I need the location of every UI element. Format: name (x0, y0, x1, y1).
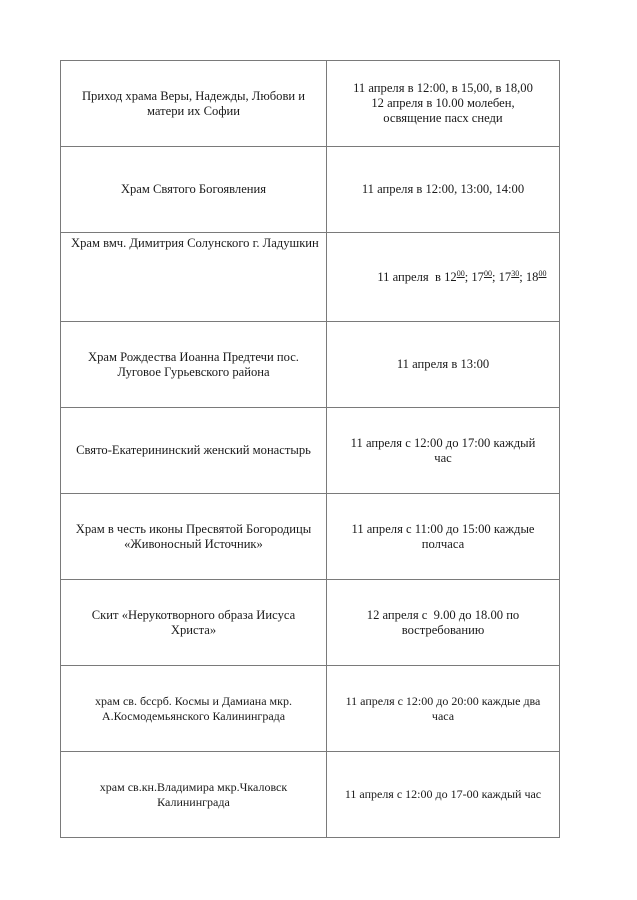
church-name-line: Приход храма Веры, Надежды, Любови и (81, 88, 306, 103)
schedule-line: 11 апреля с 11:00 до 15:00 каждые (351, 521, 535, 536)
table-row (61, 233, 560, 322)
time-minutes: 30 (511, 268, 520, 278)
easter-blessing-schedule-table (60, 60, 560, 838)
time-hour: 12 (444, 269, 457, 284)
church-name-cell (61, 147, 327, 233)
schedule-line: освящение пасх снеди (383, 111, 503, 125)
time-separator: ; (491, 269, 499, 284)
time-hour: 17 (471, 269, 484, 284)
schedule-cell (327, 233, 560, 322)
schedule-line (340, 270, 547, 299)
church-name-cell (61, 752, 327, 838)
schedule-line: 12 апреля в 10.00 молебен, (371, 96, 515, 110)
schedule-line: востребованию (401, 622, 485, 637)
schedule-cell (327, 61, 560, 147)
schedule-cell (327, 666, 560, 752)
church-name-cell (61, 408, 327, 494)
church-name-line: Христа» (170, 622, 217, 637)
church-name-cell (61, 233, 327, 322)
church-name-line: Калининграда (157, 794, 230, 809)
schedule-line: полчаса (421, 536, 465, 551)
schedule-line: 11 апреля с 12:00 до 20:00 каждые два (345, 693, 541, 708)
schedule-line: 11 апреля в 12:00, в 15,00, в 18,00 (353, 81, 533, 95)
schedule-line: 12 апреля с 9.00 до 18.00 по (366, 607, 520, 622)
church-name-line: Храм Святого Богоявления (120, 182, 267, 196)
table-row (61, 494, 560, 580)
table-row (61, 61, 560, 147)
table-row (61, 666, 560, 752)
table-row (61, 322, 560, 408)
time-minutes: 00 (483, 268, 492, 278)
church-name-cell (61, 580, 327, 666)
church-name-line: Свято-Екатерининский женский монастырь (76, 443, 311, 457)
time-minutes: 00 (538, 268, 547, 278)
schedule-cell (327, 752, 560, 838)
schedule-line: 11 апреля с 12:00 до 17:00 каждый (350, 435, 536, 450)
church-name-line: Луговое Гурьевского района (117, 364, 270, 379)
church-name-cell (61, 494, 327, 580)
church-name-line: Храм вмч. Димитрия Солунского г. Ладушкин (71, 236, 319, 250)
church-name-cell (61, 666, 327, 752)
schedule-line: 11 апреля с 12:00 до 17-00 каждый час (344, 787, 542, 801)
schedule-cell (327, 494, 560, 580)
table-row (61, 580, 560, 666)
schedule-cell (327, 322, 560, 408)
church-name-line: матери их Софии (147, 103, 240, 118)
schedule-line: часа (431, 708, 455, 723)
schedule-line: час (434, 450, 452, 465)
schedule-line: 11 апреля в 12:00, 13:00, 14:00 (361, 182, 525, 196)
table-row (61, 408, 560, 494)
schedule-cell (327, 408, 560, 494)
church-name-cell (61, 322, 327, 408)
church-name-line: Храм Рождества Иоанна Предтечи пос. (88, 349, 299, 364)
time-hour: 17 (498, 269, 512, 284)
church-name-line: Скит «Нерукотворного образа Иисуса (91, 607, 296, 622)
church-name-line: храм св. бссрб. Космы и Дамиана мкр. (95, 693, 292, 708)
church-name-cell (61, 61, 327, 147)
time-separator: ; (519, 269, 526, 284)
church-name-line: А.Космодемьянского Калининграда (101, 708, 286, 723)
church-name-line: храм св.кн.Владимира мкр.Чкаловск (99, 779, 288, 794)
time-separator: ; (464, 269, 472, 284)
church-name-line: «Живоносный Источник» (124, 536, 263, 551)
schedule-cell (327, 580, 560, 666)
table-row (61, 752, 560, 838)
schedule-cell (327, 147, 560, 233)
schedule-date-prefix: 11 апреля в (377, 269, 445, 284)
time-minutes: 00 (456, 268, 465, 278)
church-name-line: Храм в честь иконы Пресвятой Богородицы (75, 521, 312, 536)
table-row (61, 147, 560, 233)
time-hour: 18 (525, 269, 539, 284)
schedule-line: 11 апреля в 13:00 (396, 357, 490, 371)
